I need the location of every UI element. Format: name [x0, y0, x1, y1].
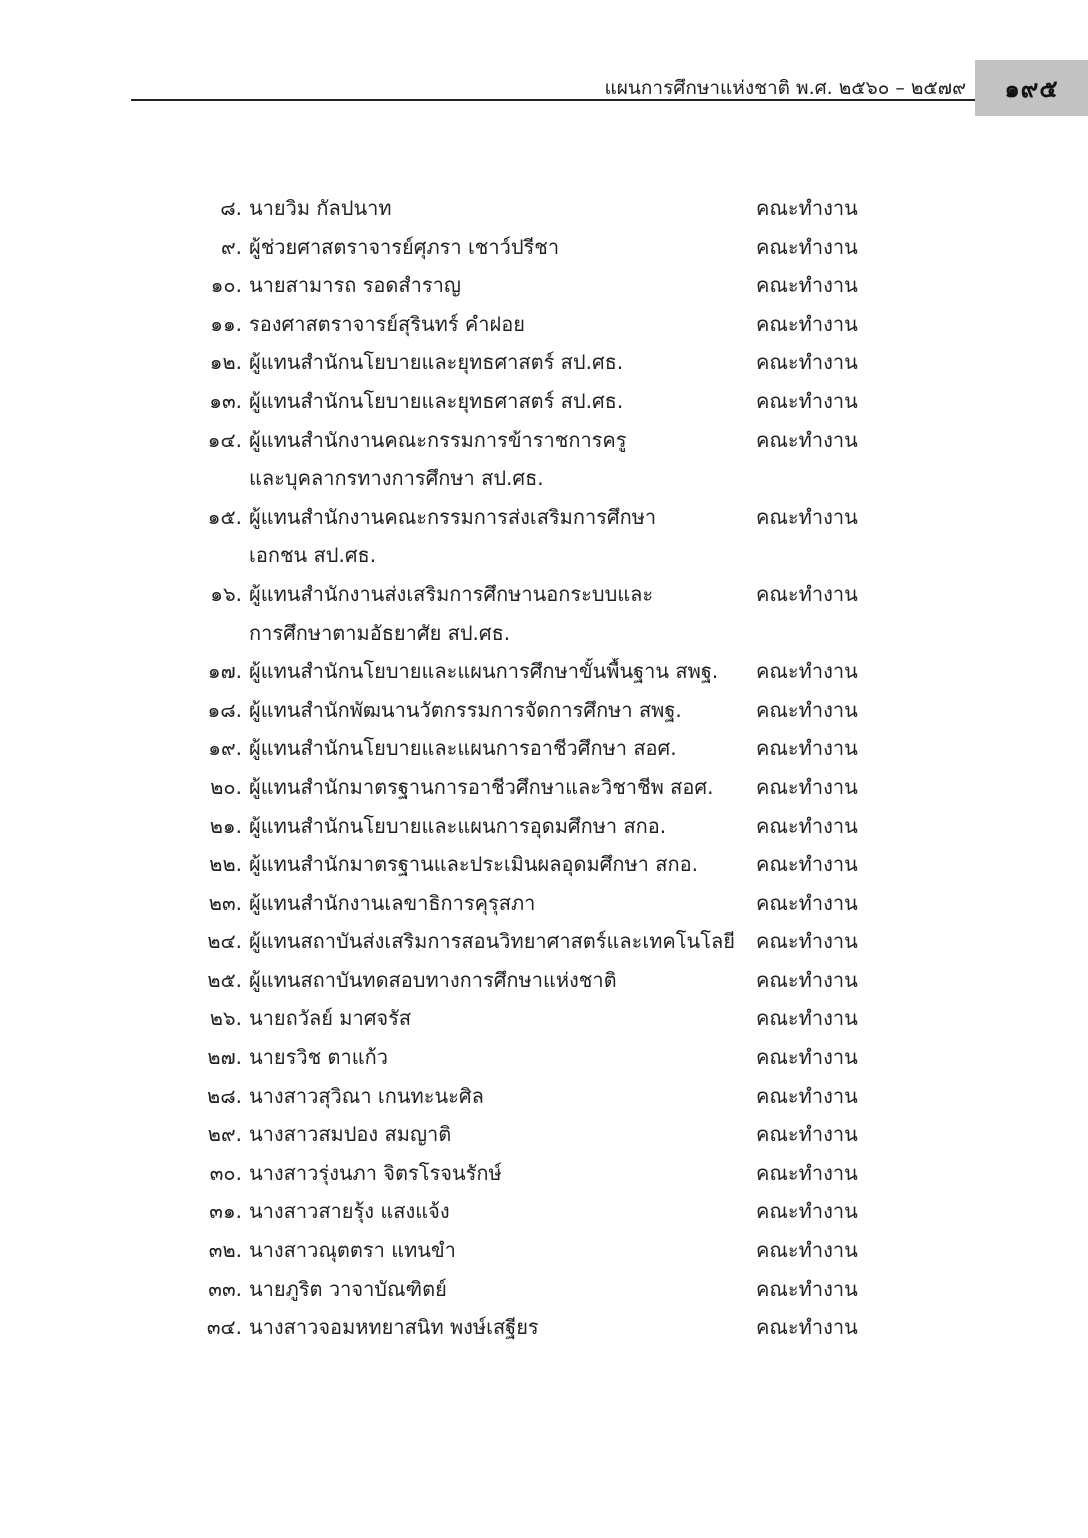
entry-role: คณะทำงาน	[756, 350, 858, 375]
entry-line	[0, 729, 1088, 768]
list-item	[0, 999, 1088, 1038]
entry-name: นายวิม กัลปนาท	[249, 196, 392, 220]
entry-line	[0, 421, 1088, 460]
list-item	[0, 421, 1088, 498]
entry-number: ๓๑.	[209, 1199, 242, 1224]
entry-role: คณะทำงาน	[756, 852, 858, 877]
entry-role: คณะทำงาน	[756, 388, 858, 413]
list-item	[0, 961, 1088, 1000]
entry-role: คณะทำงาน	[756, 1199, 858, 1224]
list-item	[0, 922, 1088, 961]
entry-name: ผู้แทนสำนักนโยบายและแผนการศึกษาขั้นพื้นฐาน สพฐ.	[249, 659, 719, 684]
entry-number: ๒๗.	[207, 1045, 242, 1070]
entry-line	[0, 305, 1088, 344]
entry-number: ๑๐.	[210, 273, 242, 298]
entry-line	[0, 884, 1088, 923]
list-item	[0, 845, 1088, 884]
list-item	[0, 1192, 1088, 1231]
list-item	[0, 1270, 1088, 1309]
entry-name: นางสาวสายรุ้ง แสงแจ้ง	[249, 1199, 450, 1224]
entry-line	[0, 807, 1088, 846]
entry-name: ผู้แทนสำนักงานคณะกรรมการข้าราชการครู	[249, 427, 627, 452]
entry-role: คณะทำงาน	[756, 273, 858, 298]
entry-role: คณะทำงาน	[756, 1122, 858, 1147]
entry-line	[0, 1231, 1088, 1270]
entry-number: ๑๘.	[207, 697, 242, 722]
list-item	[0, 1038, 1088, 1077]
entry-line	[0, 1308, 1088, 1347]
entry-role: คณะทำงาน	[756, 1238, 858, 1263]
entry-number: ๑๔.	[207, 427, 242, 452]
list-item	[0, 1154, 1088, 1193]
entry-number: ๒๕.	[207, 967, 242, 992]
entry-line	[0, 768, 1088, 807]
list-item	[0, 807, 1088, 846]
entry-name: นางสาวรุ่งนภา จิตรโรจนรักษ์	[249, 1160, 502, 1185]
entry-number: ๓๒.	[208, 1238, 242, 1263]
entry-name: นายถวัลย์ มาศจรัส	[249, 1006, 412, 1031]
entry-role: คณะทำงาน	[756, 1315, 858, 1340]
entry-name: นางสาวณุตตรา แทนขำ	[249, 1238, 456, 1263]
list-item	[0, 768, 1088, 807]
entry-line	[0, 459, 1088, 498]
entry-role: คณะทำงาน	[756, 196, 858, 220]
entry-role: คณะทำงาน	[756, 311, 858, 336]
entry-number: ๒๔.	[207, 929, 242, 954]
entry-name: และบุคลากรทางการศึกษา สป.ศธ.	[249, 466, 544, 491]
entry-name: ผู้แทนสถาบันทดสอบทางการศึกษาแห่งชาติ	[249, 967, 617, 992]
entry-role: คณะทำงาน	[756, 234, 858, 259]
list-item	[0, 266, 1088, 305]
entry-number: ๓๓.	[208, 1276, 242, 1301]
entry-number: ๒๓.	[208, 890, 242, 915]
entry-number: ๒๒.	[209, 852, 242, 877]
entry-number: ๑๒.	[209, 350, 242, 375]
page-number: ๑๙๕	[1004, 74, 1059, 103]
entry-line	[0, 382, 1088, 421]
entry-line	[0, 1270, 1088, 1309]
entry-line	[0, 228, 1088, 267]
entry-number: ๑๑.	[210, 311, 242, 336]
entry-number: ๑๖.	[210, 581, 242, 606]
entry-number: ๓๔.	[206, 1315, 242, 1340]
entry-name: รองศาสตราจารย์สุรินทร์ คำฝอย	[249, 311, 525, 336]
entry-name: ผู้แทนสำนักมาตรฐานและประเมินผลอุดมศึกษา สกอ.	[249, 852, 698, 877]
entry-role: คณะทำงาน	[756, 1045, 858, 1070]
entry-number: ๑๗.	[207, 659, 242, 684]
entry-number: ๒๐.	[210, 774, 242, 799]
entry-role: คณะทำงาน	[756, 1160, 858, 1185]
entry-name: ผู้แทนสำนักพัฒนานวัตกรรมการจัดการศึกษา สพฐ.	[249, 697, 682, 722]
entry-line	[0, 343, 1088, 382]
list-item	[0, 382, 1088, 421]
entry-name: นางสาวสุวิณา เกนทะนะศิล	[249, 1083, 484, 1108]
entry-line	[0, 1115, 1088, 1154]
entry-line	[0, 614, 1088, 653]
list-item	[0, 1077, 1088, 1116]
entry-name: ผู้แทนสำนักงานส่งเสริมการศึกษานอกระบบและ	[249, 581, 654, 606]
entry-line	[0, 498, 1088, 537]
entry-name: การศึกษาตามอัธยาศัย สป.ศธ.	[249, 620, 511, 645]
entry-line	[0, 652, 1088, 691]
entry-role: คณะทำงาน	[756, 967, 858, 992]
entry-name: เอกชน สป.ศธ.	[249, 543, 377, 568]
entry-line	[0, 961, 1088, 1000]
entry-role: คณะทำงาน	[756, 1276, 858, 1301]
page-header	[0, 0, 1088, 116]
header-title: แผนการศึกษาแห่งชาติ พ.ศ. ๒๕๖๐ – ๒๕๗๙	[604, 77, 966, 99]
entry-line	[0, 1077, 1088, 1116]
entry-number: ๒๘.	[207, 1083, 242, 1108]
entry-name: ผู้แทนสำนักนโยบายและยุทธศาสตร์ สป.ศธ.	[249, 350, 624, 375]
entry-role: คณะทำงาน	[756, 659, 858, 684]
entry-role: คณะทำงาน	[756, 929, 858, 954]
list-item	[0, 228, 1088, 267]
list-item	[0, 729, 1088, 768]
entry-line	[0, 266, 1088, 305]
entry-line	[0, 922, 1088, 961]
entry-name: ผู้แทนสำนักงานเลขาธิการคุรุสภา	[249, 890, 536, 915]
entry-number: ๒๖.	[209, 1006, 242, 1031]
list-item	[0, 1115, 1088, 1154]
entry-number: ๑๕.	[207, 504, 242, 529]
entry-role: คณะทำงาน	[756, 736, 858, 761]
list-item	[0, 305, 1088, 344]
entry-name: ผู้แทนสำนักงานคณะกรรมการส่งเสริมการศึกษา	[249, 504, 657, 529]
list-item	[0, 691, 1088, 730]
entry-name: ผู้ช่วยศาสตราจารย์ศุภรา เชาว์ปรีชา	[249, 234, 560, 259]
entry-name: นายสามารถ รอดสำราญ	[249, 273, 461, 298]
list-item	[0, 1308, 1088, 1347]
entry-number: ๑๙.	[208, 736, 242, 761]
header-rule	[131, 99, 975, 101]
entry-name: ผู้แทนสำนักมาตรฐานการอาชีวศึกษาและวิชาชีพ สอศ.	[249, 774, 714, 799]
entry-role: คณะทำงาน	[756, 697, 858, 722]
entry-role: คณะทำงาน	[756, 774, 858, 799]
list-item	[0, 1231, 1088, 1270]
entry-name: ผู้แทนสำนักนโยบายและแผนการอุดมศึกษา สกอ.	[249, 813, 667, 838]
entry-name: นางสาวสมปอง สมญาติ	[249, 1122, 452, 1147]
entry-role: คณะทำงาน	[756, 1006, 858, 1031]
entry-name: นางสาวจอมหทยาสนิท พงษ์เสฐียร	[249, 1315, 539, 1340]
list-item	[0, 652, 1088, 691]
entry-line	[0, 691, 1088, 730]
entry-line	[0, 1038, 1088, 1077]
entry-line	[0, 1154, 1088, 1193]
list-item	[0, 189, 1088, 228]
entry-number: ๑๓.	[209, 388, 242, 413]
entry-role: คณะทำงาน	[756, 1083, 858, 1108]
list-item	[0, 498, 1088, 575]
member-list	[0, 189, 1088, 1347]
entry-line	[0, 845, 1088, 884]
list-item	[0, 343, 1088, 382]
entry-line	[0, 1192, 1088, 1231]
entry-role: คณะทำงาน	[756, 504, 858, 529]
entry-line	[0, 999, 1088, 1038]
entry-role: คณะทำงาน	[756, 581, 858, 606]
entry-line	[0, 575, 1088, 614]
entry-role: คณะทำงาน	[756, 813, 858, 838]
page-number-tab	[975, 60, 1088, 116]
entry-name: ผู้แทนสำนักนโยบายและแผนการอาชีวศึกษา สอศ.	[249, 736, 677, 761]
entry-number: ๒๑.	[209, 813, 242, 838]
entry-role: คณะทำงาน	[756, 890, 858, 915]
entry-line	[0, 536, 1088, 575]
entry-name: นายรวิช ตาแก้ว	[249, 1045, 388, 1070]
entry-number: ๓๐.	[209, 1160, 242, 1185]
entry-number: ๒๙.	[207, 1122, 242, 1147]
entry-role: คณะทำงาน	[756, 427, 858, 452]
list-item	[0, 575, 1088, 652]
entry-line	[0, 189, 1088, 228]
entry-name: ผู้แทนสำนักนโยบายและยุทธศาสตร์ สป.ศธ.	[249, 388, 624, 413]
entry-name: นายภูริต วาจาบัณฑิตย์	[249, 1276, 447, 1301]
entry-number: ๙.	[220, 234, 242, 259]
entry-name: ผู้แทนสถาบันส่งเสริมการสอนวิทยาศาสตร์และเทคโนโลยี	[249, 929, 735, 954]
entry-number: ๘.	[220, 196, 242, 220]
list-item	[0, 884, 1088, 923]
